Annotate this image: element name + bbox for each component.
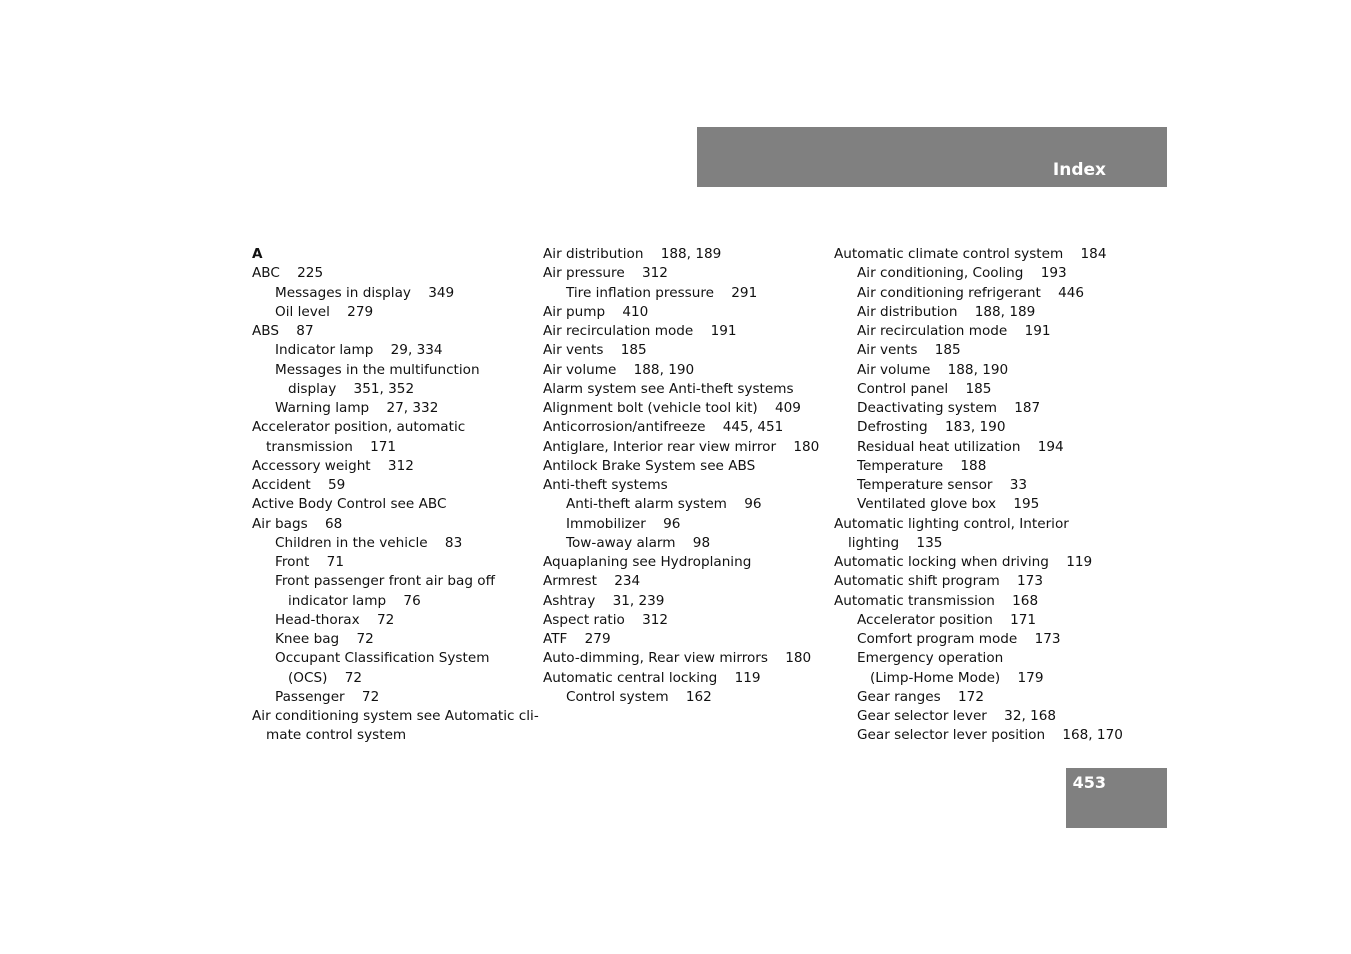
index-entry: Knee bag 72 xyxy=(275,631,374,647)
index-entry: ABC 225 xyxy=(252,265,324,282)
index-entry: Warning lamp 27, 332 xyxy=(275,400,439,416)
index-entry: Gear selector lever 32, 168 xyxy=(857,708,1057,724)
index-entry: Aspect ratio 312 xyxy=(543,611,669,628)
index-entry: Emergency operation xyxy=(857,650,1004,667)
index-entry: Immobilizer 96 xyxy=(566,515,681,532)
index-entry: Air pump 410 xyxy=(543,303,649,320)
index-entry: Antilock Brake System see ABS xyxy=(543,457,756,474)
index-entry: Air bags 68 xyxy=(252,515,343,532)
index-entry: ATF 279 xyxy=(543,631,611,647)
index-entry: mate control system xyxy=(266,727,407,744)
page-number-box xyxy=(1066,768,1167,828)
index-entry: Accelerator position, automatic xyxy=(252,419,466,436)
index-entry: Automatic shift program 173 xyxy=(834,573,1043,590)
index-entry: Air vents 185 xyxy=(857,342,961,359)
index-entry: A xyxy=(252,246,263,262)
index-entry: Tow-away alarm 98 xyxy=(566,534,711,551)
index-entry: Front passenger front air bag off xyxy=(275,573,495,590)
index-entry: Passenger 72 xyxy=(275,688,380,705)
index-entry: (OCS) 72 xyxy=(288,669,363,686)
index-entry: Ventilated glove box 195 xyxy=(857,496,1040,513)
index-entry: Control panel 185 xyxy=(857,380,992,397)
index-entry: Accident 59 xyxy=(252,477,346,493)
section-header-bar xyxy=(697,127,1167,187)
index-entry: Temperature 188 xyxy=(857,457,987,474)
index-entry: Automatic lighting control, Interior xyxy=(834,515,1069,532)
index-column-2 xyxy=(543,245,833,707)
index-entry: Anti-theft systems xyxy=(543,477,668,493)
page-number: 453 xyxy=(1072,773,1106,792)
index-entry: Air pressure 312 xyxy=(543,265,668,282)
index-entry: Messages in the multifunction xyxy=(275,361,480,378)
index-entry: Control system 162 xyxy=(566,688,712,705)
index-entry: Antiglare, Interior rear view mirror 180 xyxy=(543,438,820,455)
index-entry: Ashtray 31, 239 xyxy=(543,592,665,609)
index-column-3 xyxy=(834,245,1154,746)
index-entry: Indicator lamp 29, 334 xyxy=(275,342,443,359)
index-entry: Oil level 279 xyxy=(275,303,374,320)
index-entry: transmission 171 xyxy=(266,438,397,455)
index-entry: Automatic locking when driving 119 xyxy=(834,554,1093,570)
index-entry: Accelerator position 171 xyxy=(857,611,1037,628)
index-entry: Anti-theft alarm system 96 xyxy=(566,496,762,513)
index-entry: Air conditioning refrigerant 446 xyxy=(857,284,1085,301)
index-entry: Alignment bolt (vehicle tool kit) 409 xyxy=(543,400,801,416)
index-entry: ABS 87 xyxy=(252,323,314,339)
index-entry: Tire inflation pressure 291 xyxy=(566,284,758,301)
index-entry: Anticorrosion/antifreeze 445, 451 xyxy=(543,419,784,436)
index-entry: Occupant Classification System xyxy=(275,650,490,667)
index-entry: Defrosting 183, 190 xyxy=(857,419,1006,436)
index-entry: Air distribution 188, 189 xyxy=(543,246,722,262)
index-entry: indicator lamp 76 xyxy=(288,592,421,609)
index-column-1 xyxy=(252,245,542,746)
index-entry: lighting 135 xyxy=(848,534,943,551)
index-entry: Active Body Control see ABC xyxy=(252,496,447,513)
section-title: Index xyxy=(1052,160,1106,180)
index-entry: Air conditioning system see Automatic cli- xyxy=(252,708,539,724)
index-entry: Gear ranges 172 xyxy=(857,688,984,705)
index-entry: Auto-dimming, Rear view mirrors 180 xyxy=(543,650,812,667)
index-entry: (Limp-Home Mode) 179 xyxy=(870,669,1044,686)
index-entry: Children in the vehicle 83 xyxy=(275,534,463,551)
index-entry: Air distribution 188, 189 xyxy=(857,303,1036,320)
index-entry: Air volume 188, 190 xyxy=(543,361,695,378)
index-entry: Air recirculation mode 191 xyxy=(543,323,737,339)
index-entry: Air conditioning, Cooling 193 xyxy=(857,265,1067,282)
index-entry: Automatic central locking 119 xyxy=(543,669,761,686)
index-entry: Deactivating system 187 xyxy=(857,400,1041,416)
index-entry: Air recirculation mode 191 xyxy=(857,323,1051,339)
index-entry: Air vents 185 xyxy=(543,342,647,359)
index-entry: Head-thorax 72 xyxy=(275,611,395,628)
index-entry: Automatic climate control system 184 xyxy=(834,246,1107,262)
index-entry: Automatic transmission 168 xyxy=(834,592,1039,609)
index-entry: display 351, 352 xyxy=(288,380,415,397)
index-entry: Residual heat utilization 194 xyxy=(857,438,1064,455)
index-entry: Messages in display 349 xyxy=(275,284,455,301)
index-entry: Comfort program mode 173 xyxy=(857,631,1061,647)
index-entry: Alarm system see Anti-theft systems xyxy=(543,380,794,397)
index-entry: Front 71 xyxy=(275,554,344,570)
index-entry: Armrest 234 xyxy=(543,573,641,590)
index-entry: Aquaplaning see Hydroplaning xyxy=(543,554,752,570)
index-entry: Gear selector lever position 168, 170 xyxy=(857,727,1123,744)
index-entry: Accessory weight 312 xyxy=(252,457,414,474)
index-entry: Temperature sensor 33 xyxy=(857,477,1028,493)
index-entry: Air volume 188, 190 xyxy=(857,361,1009,378)
